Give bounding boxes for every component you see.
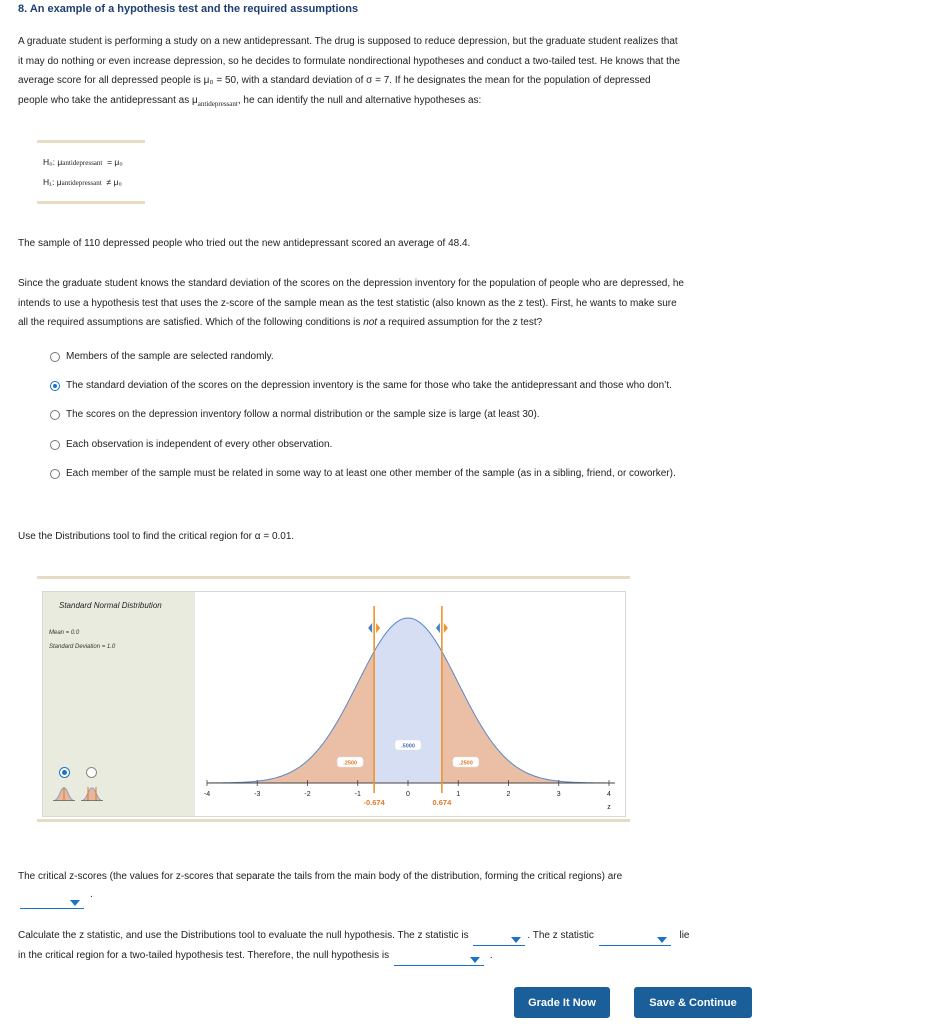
tool-sidebar bbox=[43, 592, 195, 816]
calc-period: . bbox=[489, 950, 493, 961]
x-tick-label: -3 bbox=[254, 791, 261, 798]
z-statistic-dropdown[interactable] bbox=[473, 934, 525, 946]
sample-text: The sample of 110 depressed people who tried out the new antidepressant scored an average of 48.4. bbox=[18, 238, 471, 249]
distribution-chart[interactable] bbox=[195, 592, 625, 816]
critical-value-label: 0.674 bbox=[432, 798, 452, 807]
option-5[interactable] bbox=[50, 468, 710, 483]
tool-mean: Mean = 0.0 bbox=[49, 630, 80, 636]
null-hypothesis: H₀: μantidepressant = μ₀ bbox=[43, 157, 123, 167]
chevron-down-icon bbox=[470, 957, 480, 963]
mode-icons bbox=[53, 786, 109, 802]
tool-instruction: Use the Distributions tool to find the critical region for α = 0.01. bbox=[18, 531, 295, 542]
critical-scores-dropdown[interactable] bbox=[20, 891, 84, 903]
alternative-hypothesis: H₁: μantidepressant ≠ μ₀ bbox=[43, 177, 122, 187]
tool-panel bbox=[42, 591, 626, 817]
area-label: .5000 bbox=[401, 743, 415, 750]
calc-line-2 bbox=[18, 946, 778, 966]
x-tick-label: 1 bbox=[456, 791, 461, 798]
critical-value-label: -0.674 bbox=[363, 798, 385, 807]
option-3-radio[interactable] bbox=[50, 410, 60, 420]
assumption-line-1: Since the graduate student knows the standard deviation of the scores on the depression inventory for the population of people who are depressed, he bbox=[18, 278, 684, 289]
calc-text-d: in the critical region for a two-tailed hypothesis test. Therefore, the null hypothesis is bbox=[18, 950, 390, 961]
intro-line-1: A graduate student is performing a study on a new antidepressant. The drug is supposed to reduce depression, but the graduate student realizes that bbox=[18, 36, 678, 47]
x-tick-label: 0 bbox=[406, 791, 410, 798]
option-4-label: Each observation is independent of every other observation. bbox=[66, 439, 333, 450]
x-tick-label: 2 bbox=[506, 791, 511, 798]
x-tick-label: 4 bbox=[607, 791, 611, 798]
intro-line-2: it may do nothing or even increase depression, so he decides to formulate nondirectional hypotheses and conduct a two-tailed test. He knows that the bbox=[18, 55, 681, 67]
x-tick-label: 3 bbox=[556, 791, 561, 798]
drag-handle-right-icon bbox=[444, 623, 448, 633]
chevron-down-icon bbox=[70, 900, 80, 906]
calc-text-c: lie bbox=[679, 930, 690, 941]
drag-handle-left-icon bbox=[368, 623, 372, 633]
x-tick-label: -4 bbox=[203, 791, 211, 798]
chevron-down-icon bbox=[511, 937, 521, 943]
assumption-paragraph bbox=[18, 274, 778, 333]
option-1-radio[interactable] bbox=[50, 352, 60, 362]
question-title: 8. An example of a hypothesis test and the required assumptions bbox=[18, 3, 359, 15]
hypotheses-box bbox=[37, 140, 145, 204]
option-5-radio[interactable] bbox=[50, 469, 60, 479]
option-4-radio[interactable] bbox=[50, 440, 60, 450]
one-line-mode-radio[interactable] bbox=[59, 767, 70, 778]
x-tick-label: -2 bbox=[304, 791, 311, 798]
drag-handle-left-icon bbox=[436, 623, 440, 633]
lie-dropdown[interactable] bbox=[599, 934, 671, 946]
drag-handle-right-icon bbox=[376, 623, 380, 633]
x-axis-label: z bbox=[607, 804, 611, 811]
distributions-tool bbox=[37, 576, 630, 822]
critical-period: . bbox=[90, 889, 93, 900]
chevron-down-icon bbox=[657, 937, 667, 943]
option-3[interactable] bbox=[50, 409, 540, 424]
one-line-mode-icon bbox=[53, 787, 75, 801]
null-hypothesis-dropdown[interactable] bbox=[394, 954, 484, 966]
grade-it-now-button[interactable]: Grade It Now bbox=[514, 987, 610, 1018]
assumption-line-2: intends to use a hypothesis test that uses the z-score of the sample mean as the test statistic (also known as the z test). First, he wants to make sure bbox=[18, 297, 677, 309]
option-4[interactable] bbox=[50, 439, 332, 454]
option-2-radio[interactable] bbox=[50, 381, 60, 391]
calc-text-b: . The z statistic bbox=[527, 930, 594, 941]
tool-sd: Standard Deviation = 1.0 bbox=[49, 644, 116, 650]
intro-line-3: average score for all depressed people is μ₀ = 50, with a standard deviation of σ = 7. If he designates the mean for the population of depressed bbox=[18, 75, 651, 86]
save-continue-button[interactable]: Save & Continue bbox=[634, 987, 752, 1018]
calc-line-1 bbox=[18, 926, 918, 946]
calc-text-a: Calculate the z statistic, and use the Distributions tool to evaluate the null hypothesis. The z statistic is bbox=[18, 930, 469, 941]
option-3-label: The scores on the depression inventory follow a normal distribution or the sample size is large (at least 30). bbox=[66, 409, 540, 420]
assumption-line-3: all the required assumptions are satisfied. Which of the following conditions is not a required assumption for the z test? bbox=[18, 317, 543, 328]
intro-line-4: people who take the antidepressant as $\mu_{antidepressant}$, he can identify the null and alternative hypotheses as: bbox=[18, 94, 482, 108]
area-label: .2500 bbox=[343, 760, 358, 767]
intro-paragraph bbox=[18, 32, 778, 114]
tool-title: Standard Normal Distribution bbox=[59, 601, 162, 610]
option-1[interactable] bbox=[50, 351, 274, 366]
option-2[interactable] bbox=[50, 380, 770, 395]
two-line-mode-icon bbox=[81, 787, 103, 801]
two-line-mode-radio[interactable] bbox=[86, 767, 97, 778]
option-1-label: Members of the sample are selected randomly. bbox=[66, 351, 274, 362]
region-1 bbox=[374, 618, 442, 783]
critical-question: The critical z-scores (the values for z-scores that separate the tails from the main body of the distribution, forming the critical regions) are bbox=[18, 871, 623, 882]
x-tick-label: -1 bbox=[354, 791, 361, 798]
option-5-label: Each member of the sample must be related in some way to at least one other member of the sample (as in a sibling, friend, or coworker). bbox=[66, 468, 676, 479]
option-2-label: The standard deviation of the scores on the depression inventory is the same for those who take the antidepressant and those who don’t. bbox=[66, 380, 672, 391]
area-label: .2500 bbox=[458, 760, 473, 767]
